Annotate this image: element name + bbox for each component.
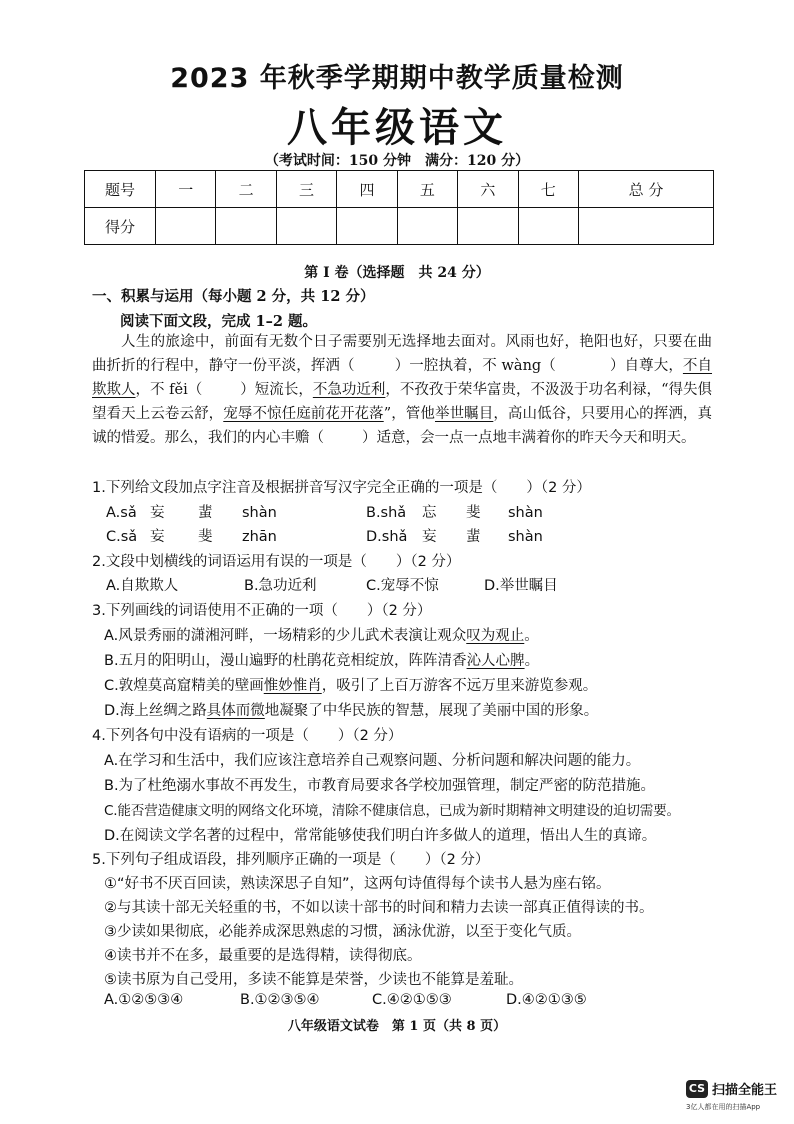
question-3-stem: 3.下列画线的词语使用不正确的一项（ ）（2 分） (92, 603, 432, 619)
q4-option-c: C.能否营造健康文明的网络文化环境，清除不健康信息，已成为新时期精神文明建设的迫切需要。 (104, 803, 680, 819)
option-part: 蜚 (466, 529, 481, 545)
score-blank (337, 208, 397, 245)
score-blank (156, 208, 216, 245)
page-footer: 八年级语文试卷 第 1 页（共 8 页） (287, 1019, 507, 1034)
q3-option-c (104, 674, 597, 695)
score-cell: 三 (276, 171, 336, 208)
q4-option-d: D.在阅读文学名著的过程中，常常能够使我们明白许多做人的道理，悟出人生的真谛。 (104, 828, 657, 844)
q5-sentence-3: ③少读如果彻底，必能养成深思熟虑的习惯，涵泳优游，以至于变化气质。 (104, 924, 581, 940)
subject-title: 八年级语文 (287, 104, 507, 151)
option-part: shàn (508, 529, 543, 545)
exam-title: 2023 年秋季学期期中教学质量检测 (170, 63, 624, 94)
underlined-phrase: 具体而微 (206, 703, 265, 719)
q5-option-c: C.④②①⑤③ (372, 992, 452, 1008)
passage-text: ）自尊大， (609, 358, 683, 374)
option-part: zhān (242, 529, 277, 545)
passage-text: ）一腔执着，不 wàng（ (394, 358, 556, 374)
option-part: D.shǎ (366, 529, 408, 545)
passage-text: 人生的旅途中，前面有无数个日子需要别无选择地去面对。风雨也好，艳阳也好，只要在曲曲折折的行程中，静守一份平淡，挥洒（ (92, 334, 712, 374)
section-header: 第 I 卷（选择题 共 24 分） (304, 265, 490, 281)
score-cell: 二 (216, 171, 276, 208)
question-5-stem: 5.下列句子组成语段，排列顺序正确的一项是（ ）（2 分） (92, 852, 490, 868)
q3-option-b (104, 649, 539, 670)
score-row-label: 得分 (85, 208, 156, 245)
reading-passage (92, 330, 712, 450)
option-part: 斐 (466, 505, 481, 521)
q1-option-d (366, 525, 543, 546)
score-table (84, 170, 714, 245)
option-text: A.风景秀丽的潇湘河畔，一场精彩的少儿武术表演让观众 (104, 628, 467, 644)
underlined-phrase: 不自欺欺人 (92, 358, 713, 398)
score-blank (276, 208, 336, 245)
option-part: 斐 (198, 529, 213, 545)
score-blank (458, 208, 518, 245)
q5-option-a: A.①②⑤③④ (104, 992, 184, 1008)
score-cell: 五 (397, 171, 457, 208)
question-1-stem: 1.下列给文段加点字注音及根据拼音写汉字完全正确的一项是（ ）（2 分） (92, 480, 591, 496)
option-text: 。 (524, 653, 540, 669)
score-table-score-row (85, 208, 714, 245)
option-part: A.sǎ (106, 505, 137, 521)
score-cell: 七 (518, 171, 578, 208)
camscanner-tagline: 3亿人都在用的扫描App (686, 1103, 761, 1111)
q2-option-c: C.宠辱不惊 (366, 578, 439, 594)
q5-sentence-1: ①“好书不厌百回读，熟读深思子自知”，这两句诗值得每个读书人悬为座右铭。 (104, 876, 611, 892)
option-part: 忘 (422, 505, 437, 521)
option-part: shàn (508, 505, 543, 521)
underlined-phrase: 举世瞩目 (434, 406, 494, 422)
passage-text: ”，管他 (383, 406, 435, 422)
q5-option-d: D.④②①③⑤ (506, 992, 587, 1008)
option-part: B.shǎ (366, 505, 407, 521)
score-cell: 六 (458, 171, 518, 208)
underlined-phrase: 不急功近利 (312, 382, 386, 398)
question-2-stem: 2.文段中划横线的词语运用有误的一项是（ ）（2 分） (92, 554, 461, 570)
option-part: 妄 (422, 529, 437, 545)
q5-sentence-2: ②与其读十部无关轻重的书，不如以读十部书的时间和精力去读一部真正值得读的书。 (104, 900, 654, 916)
part-title: 一、积累与运用（每小题 2 分，共 12 分） (92, 288, 375, 305)
q2-option-d: D.举世瞩目 (484, 578, 558, 594)
passage-text: ，高山低谷，只要用心的挥洒，真诚的惜爱。那么，我们的内心丰赡（ (92, 406, 713, 446)
q1-option-a (106, 501, 277, 522)
option-part: C.sǎ (106, 529, 138, 545)
camscanner-name: 扫描全能王 (712, 1083, 778, 1098)
q2-option-b: B.急功近利 (244, 578, 317, 594)
q4-option-b: B.为了杜绝溺水事故不再发生，市教育局要求各学校加强管理，制定严密的防范措施。 (104, 778, 656, 794)
option-part: 蜚 (198, 505, 213, 521)
score-blank (397, 208, 457, 245)
score-cell: 四 (337, 171, 397, 208)
passage-text: ）适意，会一点一点地丰满着你的昨天今天和明天。 (362, 430, 696, 446)
passage-text: ）短流长， (240, 382, 313, 398)
camscanner-logo-icon: CS (686, 1080, 708, 1098)
passage-text: ，不孜孜于荣华富贵，不汲汲于功名利禄，“得失俱望看天上云卷云舒， (92, 382, 713, 422)
exam-info: （考试时间：150 分钟 满分：120 分） (264, 153, 530, 169)
q4-option-a: A.在学习和生活中，我们应该注意培养自己观察问题、分析问题和解决问题的能力。 (104, 753, 641, 769)
q5-sentence-4: ④读书并不在多，最重要的是选得精，读得彻底。 (104, 948, 422, 964)
passage-text: ，不 fěi（ (135, 382, 203, 398)
score-table-header-row (85, 171, 714, 208)
option-text: C.敦煌莫高窟精美的壁画 (104, 678, 264, 694)
q3-option-a (104, 624, 539, 645)
option-part: 妄 (150, 529, 165, 545)
option-text: ，吸引了上百万游客不远万里来游览参观。 (321, 678, 598, 694)
score-cell: 一 (156, 171, 216, 208)
underlined-phrase: 沁人心脾 (466, 653, 525, 669)
question-4-stem: 4.下列各句中没有语病的一项是（ ）（2 分） (92, 728, 403, 744)
score-cell: 总 分 (578, 171, 713, 208)
q1-option-c (106, 525, 277, 546)
score-blank (578, 208, 713, 245)
option-text: 。 (524, 628, 539, 644)
option-text: D.海上丝绸之路 (104, 703, 207, 719)
option-text: B.五月的阳明山，漫山遍野的杜鹃花竞相绽放，阵阵清香 (104, 653, 467, 669)
q2-option-a: A.自欺欺人 (106, 578, 179, 594)
score-blank (216, 208, 276, 245)
q5-option-b: B.①②③⑤④ (240, 992, 320, 1008)
option-part: shàn (242, 505, 277, 521)
underlined-phrase: 宠辱不惊任庭前花开花落 (223, 406, 384, 422)
underlined-phrase: 叹为观止 (466, 628, 525, 644)
reading-instruction: 阅读下面文段，完成 1–2 题。 (120, 313, 318, 330)
score-blank (518, 208, 578, 245)
q5-sentence-5: ⑤读书原为自己受用，多读不能算是荣誉，少读也不能算是羞耻。 (104, 972, 523, 988)
option-text: 地凝聚了中华民族的智慧，展现了美丽中国的形象。 (264, 703, 599, 719)
option-part: 妄 (150, 505, 165, 521)
q1-option-b (366, 501, 543, 522)
underlined-phrase: 惟妙惟肖 (263, 678, 322, 694)
score-cell: 题号 (85, 171, 156, 208)
q3-option-d (104, 699, 598, 720)
